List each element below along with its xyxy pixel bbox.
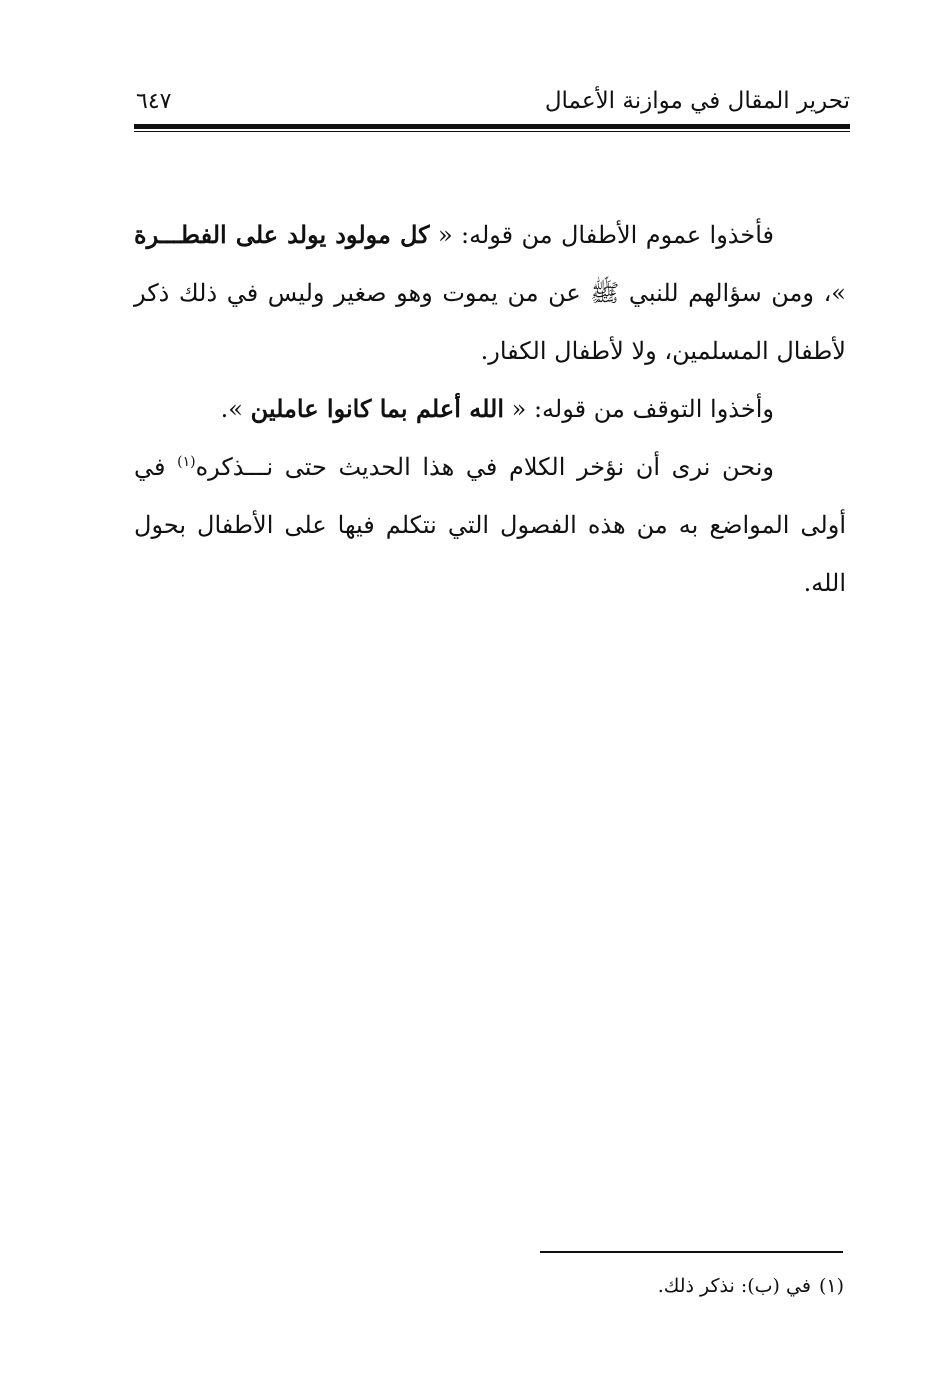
paragraph-3-suffix: في أولى المواضع به من هذه الفصول التي نتكلم فيها على الأطفال بحول الله. [134, 453, 846, 597]
paragraph-1 [134, 206, 846, 380]
paragraph-3-prefix: ونحن نرى أن نؤخر الكلام في هذا الحديث حتى نـــذكره [195, 453, 775, 481]
footnote-reference[interactable]: (١) [177, 454, 196, 470]
paragraph-3 [134, 438, 846, 612]
paragraph-2 [134, 380, 846, 438]
header-rule-thin [134, 131, 850, 132]
paragraph-1-prefix: فأخذوا عموم الأطفال من قوله: « [429, 221, 774, 249]
header-rule-thick [134, 124, 850, 129]
running-title: تحرير المقال في موازنة الأعمال [544, 88, 850, 114]
main-text [134, 206, 846, 612]
footnote-text: في (ب): نذكر ذلك. [657, 1275, 811, 1297]
paragraph-2-prefix: وأخذوا التوقف من قوله: « [504, 395, 774, 423]
hadith-quote-allah-knows: الله أعلم بما كانوا عاملين [250, 394, 505, 423]
paragraph-1-suffix: »، ومن سؤالهم للنبي ﷺ عن من يموت وهو صغير وليس في ذلك ذكر لأطفال المسلمين، ولا لأطفال الكفار. [134, 279, 846, 365]
page-header [136, 82, 850, 122]
footnote-marker: (١) [818, 1275, 844, 1297]
footnote [344, 1272, 844, 1300]
paragraph-2-suffix: ». [220, 395, 251, 423]
hadith-quote-fitrah: كل مولود يولد على الفطـــرة [134, 220, 430, 249]
footnote-separator [540, 1251, 843, 1253]
page-number: ٦٤٧ [136, 89, 172, 114]
